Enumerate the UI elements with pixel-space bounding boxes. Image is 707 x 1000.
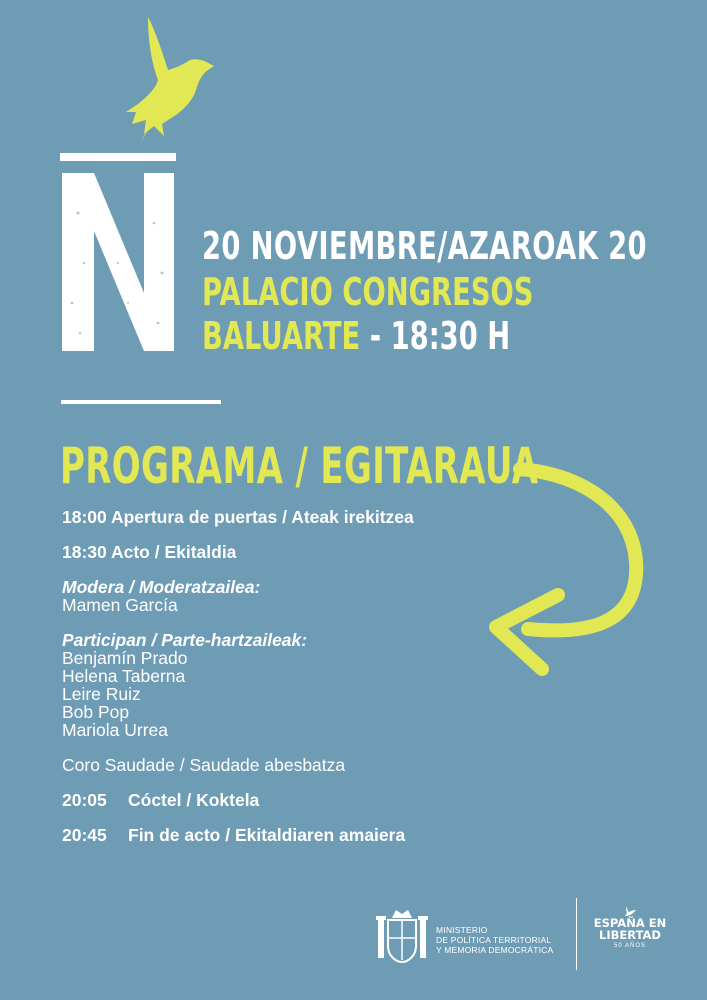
espana-logo-years: 50 AÑOS [613, 943, 646, 949]
moderator-block [62, 578, 532, 614]
participant-name: Benjamín Prado [62, 648, 188, 668]
schedule-opening: 18:00 Apertura de puertas / Ateak irekitzea [62, 507, 414, 527]
coat-of-arms-icon [374, 906, 430, 964]
cocktail-label: Cóctel / Koktela [128, 790, 260, 810]
espana-en-libertad-logo [590, 905, 670, 969]
ministry-line: DE POLÍTICA TERRITORIAL [436, 935, 552, 945]
moderator-label: Modera / Moderatzailea: [62, 577, 261, 597]
divider [61, 400, 221, 404]
schedule-choir: Coro Saudade / Saudade abesbatza [62, 755, 346, 775]
participant-name: Mariola Urrea [62, 720, 168, 740]
schedule-end [62, 826, 532, 844]
schedule [62, 508, 532, 861]
participant-name: Helena Taberna [62, 666, 186, 686]
schedule-act: 18:30 Acto / Ekitaldia [62, 542, 237, 562]
logo-separator [576, 898, 577, 970]
venue-time-line [202, 314, 510, 358]
end-label: Fin de acto / Ekitaldiaren amaiera [128, 825, 406, 845]
venue-name: BALUARTE [202, 314, 361, 358]
schedule-cocktail [62, 791, 532, 809]
participant-name: Leire Ruiz [62, 684, 141, 704]
ministry-line: MINISTERIO [436, 925, 488, 935]
participant-name: Bob Pop [62, 702, 130, 722]
venue-line: PALACIO CONGRESOS [202, 270, 534, 314]
ministry-line: Y MEMORIA DEMOCRÁTICA [436, 945, 554, 955]
moderator-name: Mamen García [62, 595, 178, 615]
event-date: 20 NOVIEMBRE/AZAROAK 20 [202, 224, 647, 268]
participants-label: Participan / Parte-hartzaileak: [62, 630, 308, 650]
event-time: - 18:30 H [360, 314, 511, 358]
espana-logo-line: ESPAÑA EN [593, 916, 667, 930]
cocktail-time: 20:05 [62, 790, 107, 810]
participants-block [62, 631, 532, 739]
ministry-name [436, 925, 553, 955]
espana-logo-line: LIBERTAD [599, 928, 661, 942]
program-title: PROGRAMA / EGITARAUA [60, 437, 539, 495]
end-time: 20:45 [62, 825, 107, 845]
big-letter-n [58, 153, 178, 353]
dove-icon [118, 12, 238, 147]
